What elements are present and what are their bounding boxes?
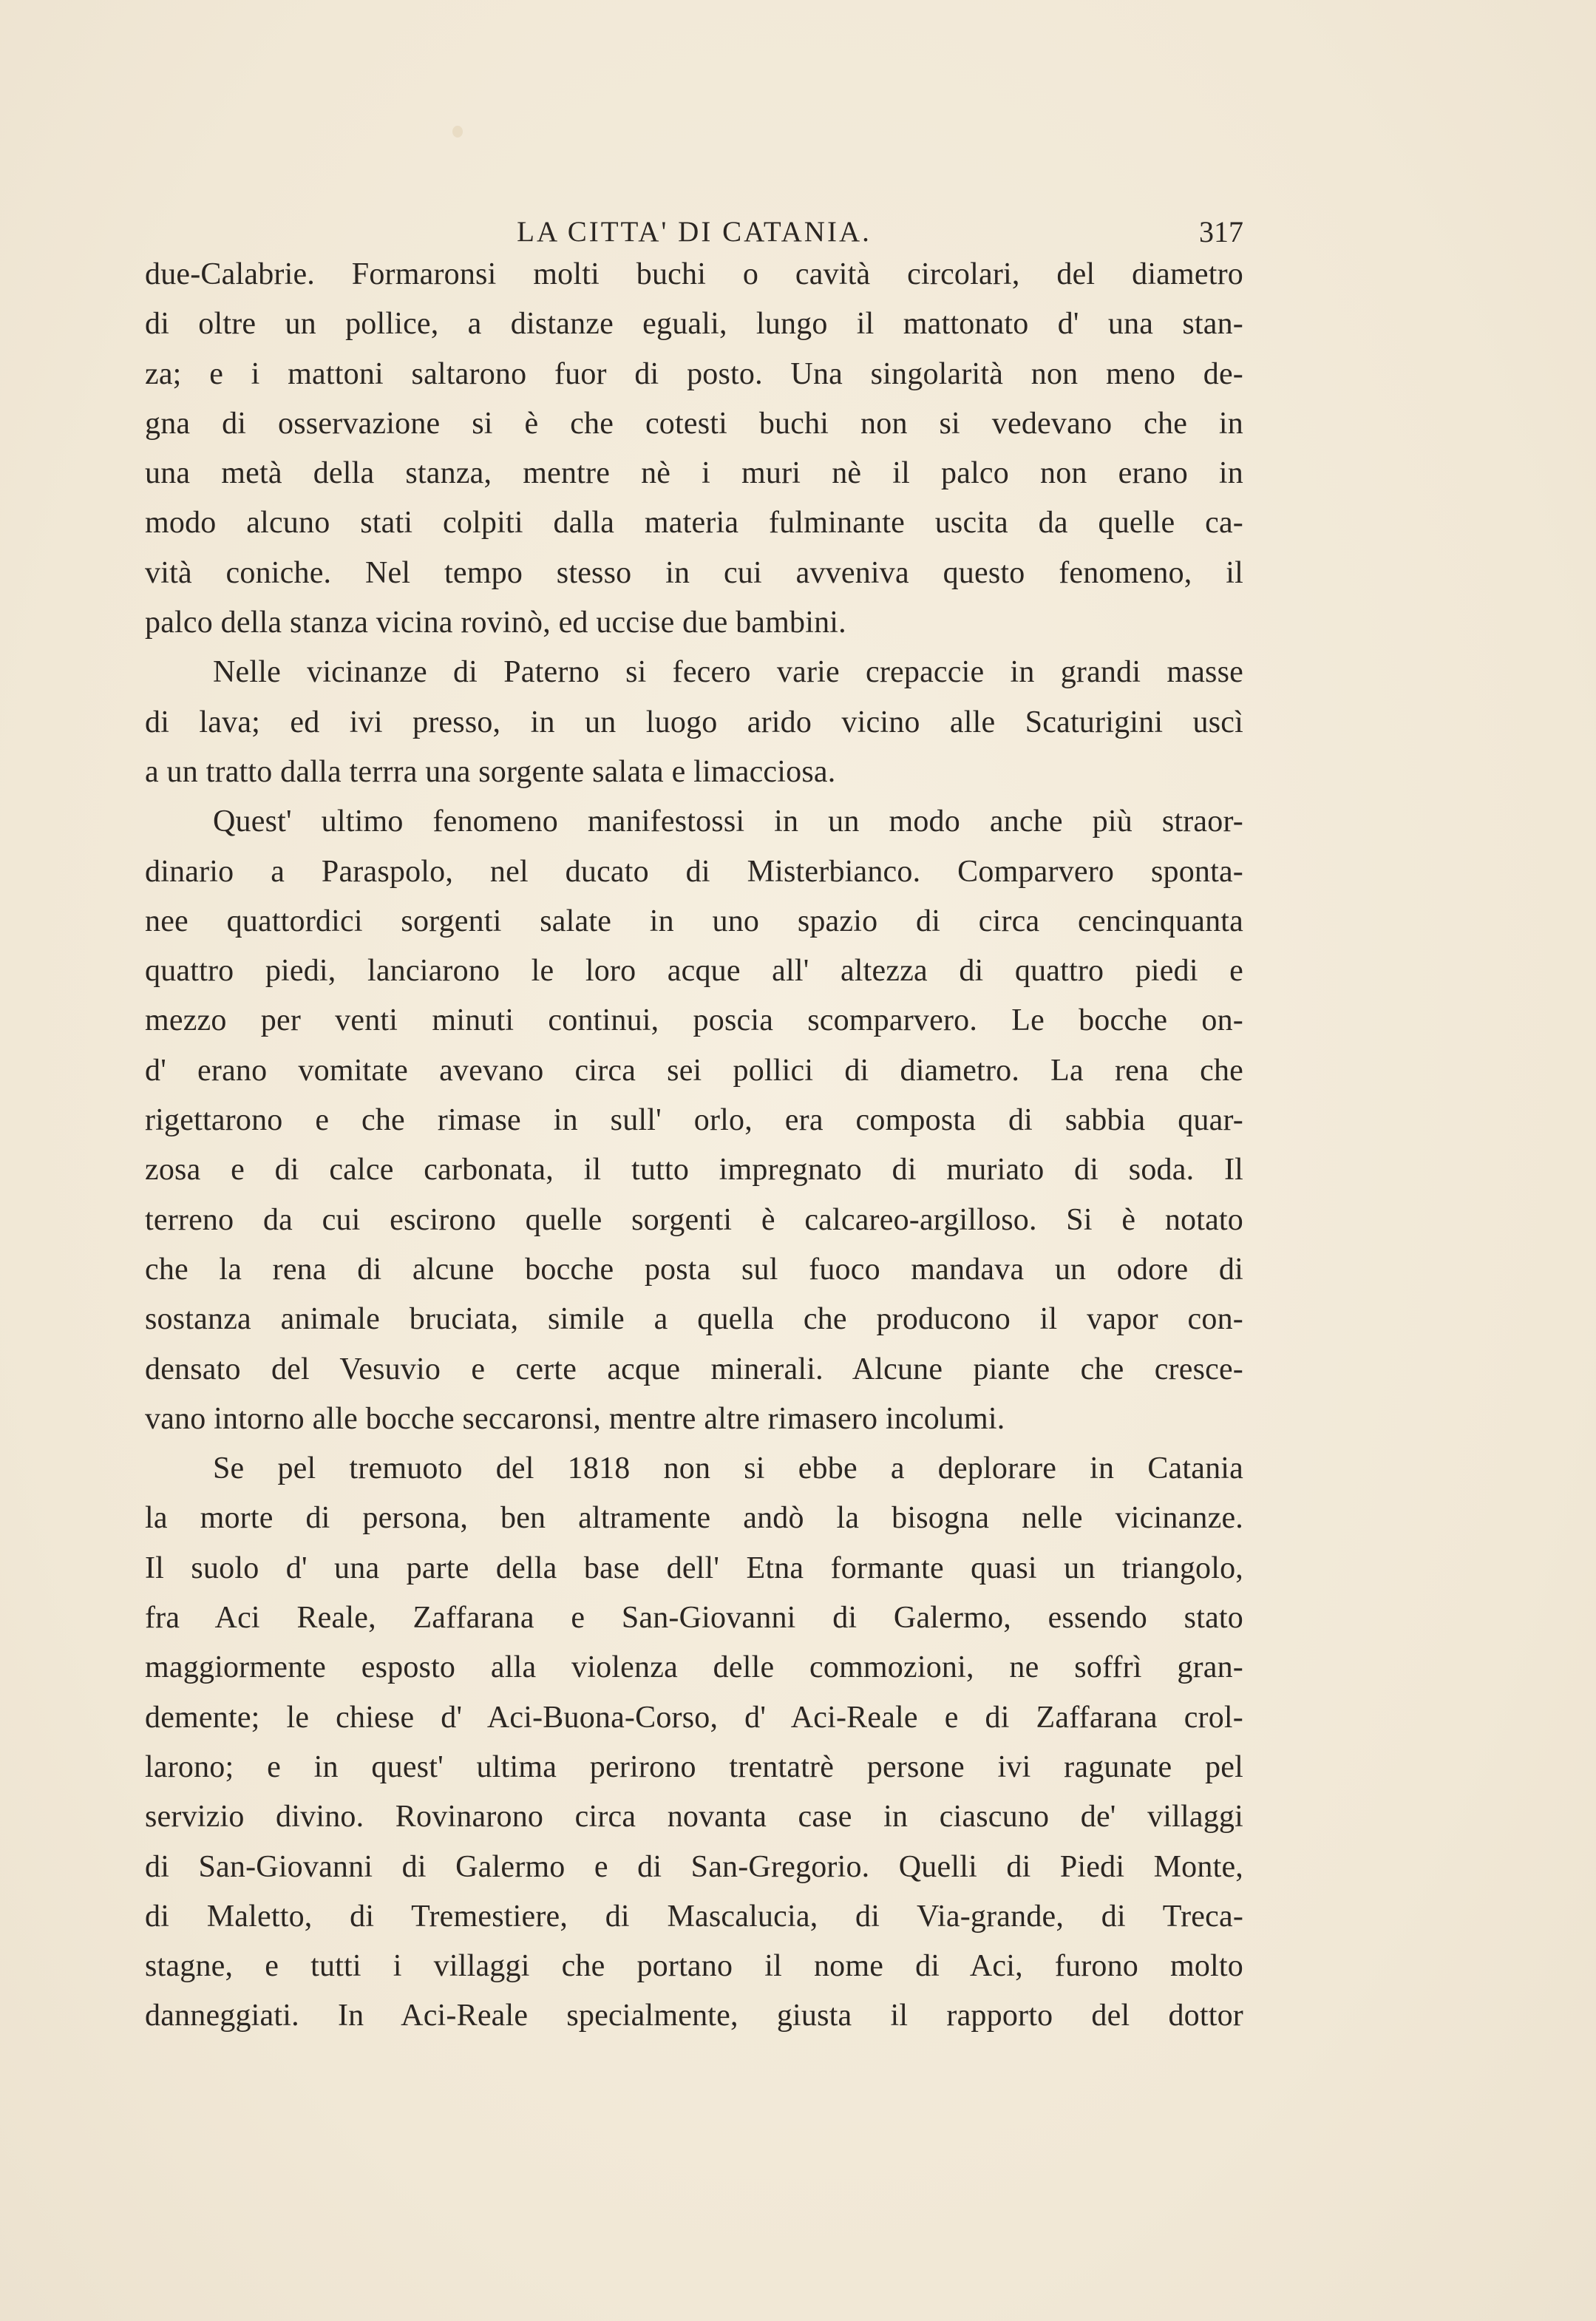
text-line: stagne, e tutti i villaggi che portano il nome di Aci, furono molto: [145, 1949, 1243, 1984]
text-line: di San-Giovanni di Galermo e di San-Gregorio. Quelli di Piedi Monte,: [145, 1849, 1243, 1884]
text-line: terreno da cui escirono quelle sorgenti è calcareo-argilloso. Si è notato: [145, 1202, 1243, 1237]
running-head: [145, 210, 1243, 254]
text-line: che la rena di alcune bocche posta sul fuoco mandava un odore di: [145, 1252, 1243, 1287]
text-line: di oltre un pollice, a distanze eguali, lungo il mattonato d' una stan-: [145, 307, 1243, 342]
text-line: Il suolo d' una parte della base dell' Etna formante quasi un triangolo,: [145, 1551, 1243, 1585]
text-line: fra Aci Reale, Zaffarana e San-Giovanni di Galermo, essendo stato: [145, 1601, 1243, 1636]
page-number: 317: [1199, 215, 1243, 248]
text-line: nee quattordici sorgenti salate in uno spazio di circa cencinquanta: [145, 904, 1243, 938]
text-line: maggiormente esposto alla violenza delle commozioni, ne soffrì gran-: [145, 1650, 1243, 1685]
text-line: a un tratto dalla terrra una sorgente salata e limacciosa.: [145, 754, 836, 789]
text-line: zosa e di calce carbonata, il tutto impregnato di muriato di soda. Il: [145, 1153, 1243, 1187]
text-line: gna di osservazione si è che cotesti buchi non si vedevano che in: [145, 406, 1243, 441]
paragraph-start: Quest' ultimo fenomeno manifestossi in un modo anche più straor-: [213, 804, 1243, 839]
text-line: dinario a Paraspolo, nel ducato di Misterbianco. Comparvero sponta-: [145, 854, 1243, 889]
paper-stain: [452, 126, 463, 138]
text-line: demente; le chiese d' Aci-Buona-Corso, d' Aci-Reale e di Zaffarana crol-: [145, 1700, 1243, 1735]
text-line: vano intorno alle bocche seccaronsi, mentre altre rimasero incolumi.: [145, 1401, 1005, 1436]
text-line: modo alcuno stati colpiti dalla materia fulminante uscita da quelle ca-: [145, 506, 1243, 541]
text-line: di Maletto, di Tremestiere, di Mascalucia, di Via-grande, di Treca-: [145, 1899, 1243, 1934]
text-line: larono; e in quest' ultima perirono trentatrè persone ivi ragunate pel: [145, 1749, 1243, 1784]
text-line: za; e i mattoni saltarono fuor di posto. Una singolarità non meno de-: [145, 356, 1243, 391]
text-line: vità coniche. Nel tempo stesso in cui avveniva questo fenomeno, il: [145, 555, 1243, 590]
text-line: la morte di persona, ben altramente andò la bisogna nelle vicinanze.: [145, 1501, 1243, 1536]
text-line: una metà della stanza, mentre nè i muri nè il palco non erano in: [145, 456, 1243, 491]
text-line: danneggiati. In Aci-Reale specialmente, giusta il rapporto del dottor: [145, 1999, 1243, 2033]
paragraph-start: Nelle vicinanze di Paterno si fecero varie crepaccie in grandi masse: [213, 655, 1243, 690]
text-line: due-Calabrie. Formaronsi molti buchi o cavità circolari, del diametro: [145, 257, 1243, 291]
text-line: sostanza animale bruciata, simile a quella che producono il vapor con-: [145, 1302, 1243, 1337]
text-line: densato del Vesuvio e certe acque minerali. Alcune piante che cresce-: [145, 1352, 1243, 1386]
body-text: [145, 250, 1243, 2042]
running-title: LA CITTA' DI CATANIA.: [517, 216, 872, 248]
text-line: mezzo per venti minuti continui, poscia scomparvero. Le bocche on-: [145, 1003, 1243, 1038]
text-line: rigettarono e che rimase in sull' orlo, era composta di sabbia quar-: [145, 1103, 1243, 1138]
text-line: d' erano vomitate avevano circa sei pollici di diametro. La rena che: [145, 1053, 1243, 1088]
text-line: di lava; ed ivi presso, in un luogo arido vicino alle Scaturigini uscì: [145, 705, 1243, 739]
text-line: servizio divino. Rovinarono circa novanta case in ciascuno de' villaggi: [145, 1800, 1243, 1834]
text-line: palco della stanza vicina rovinò, ed uccise due bambini.: [145, 606, 846, 640]
text-line: quattro piedi, lanciarono le loro acque all' altezza di quattro piedi e: [145, 954, 1243, 989]
paragraph-start: Se pel tremuoto del 1818 non si ebbe a deplorare in Catania: [213, 1451, 1243, 1486]
